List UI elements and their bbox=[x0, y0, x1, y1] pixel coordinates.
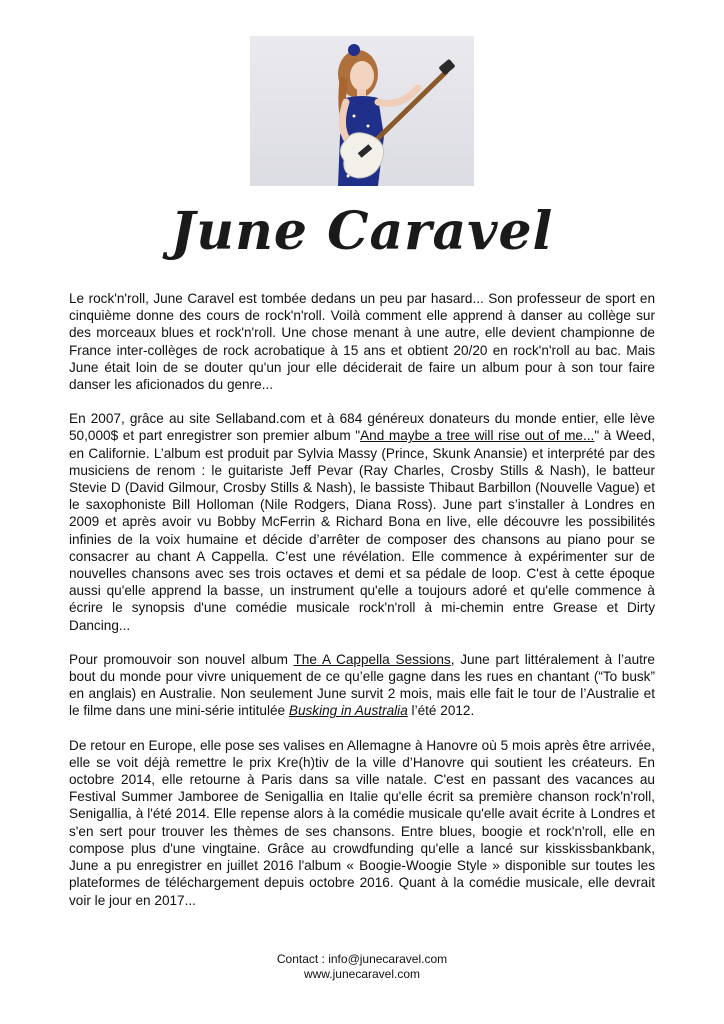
album-link[interactable]: The A Cappella Sessions bbox=[293, 651, 451, 667]
paragraph-text: Pour promouvoir son nouvel album bbox=[69, 651, 294, 667]
paragraph: Le rock'n'roll, June Caravel est tombée dedans un peu par hasard... Son professeur de sport en cinquième donne des cours de rock'n'roll. Voilà comment elle apprend à danser au collège sur des morceaux blues et rock'n'roll. Une chose menant à une autre, elle devient championne de France inter-collèges de rock acrobatique à 15 ans et obtient 20/20 en rock'n'roll au bac. Mais June était loin de se douter qu'un jour elle déciderait de faire un album pour à son tour faire danser les aficionados du genre... bbox=[69, 291, 655, 393]
artist-photo bbox=[250, 36, 474, 186]
series-link[interactable]: Busking in Australia bbox=[288, 703, 408, 719]
footer bbox=[0, 952, 724, 982]
paragraph-text: , June part littéralement à l’autre bout du monde pour vivre uniquement de ce qu’elle gagne dans les rues en chantant (“To busk” en anglais) en Australie. Non seulement June survit 2 mois, mais elle fait le tour de l’Australie et le filme dans une mini-série intitulée bbox=[69, 651, 655, 719]
contact-email[interactable]: Contact : info@junecaravel.com bbox=[276, 952, 448, 966]
biography bbox=[69, 290, 655, 926]
paragraph-text: l’été 2012. bbox=[407, 703, 475, 719]
brand-logo bbox=[170, 193, 554, 269]
paragraph: De retour en Europe, elle pose ses valises en Allemagne à Hanovre où 5 mois après être arrivée, elle se voit déjà remettre le prix Kre(h)tiv de la ville d’Hanovre qui soutient les créateurs. En octobre 2014, elle retourne à Paris dans sa ville natale. C'est en passant des vacances au Festival Summer Jamboree de Senigallia en Italie qu'elle écrit sa première chanson rock'n'roll, Senigallia, à l'été 2014. Elle repense alors à la comédie musicale qu'elle avait écrite à Londres et s'en sert pour trouver les thèmes de ses chansons. Entre blues, boogie et rock'n'roll, elle en compose plus d'une vingtaine. Grâce au crowdfunding qu'elle a lancé sur kisskissbankbank, June a pu enregistrer en juillet 2016 l'album « Boogie-Woogie Style » disponible sur toutes les plateformes de téléchargement depuis octobre 2016. Quant à la comédie musicale, elle devrait voir le jour en 2017... bbox=[69, 737, 655, 908]
paragraph-text: En 2007, grâce au site Sellaband.com et à 684 généreux donateurs du monde entier, elle lève 50,000$ et part enregistrer son premier album " bbox=[69, 411, 655, 444]
website-link[interactable]: www.junecaravel.com bbox=[303, 967, 421, 981]
artist-photo-illustration bbox=[250, 36, 474, 186]
logo-text: June Caravel bbox=[170, 200, 554, 262]
paragraph bbox=[69, 651, 655, 720]
paragraph-text: " à Weed, en Californie. L’album est produit par Sylvia Massy (Prince, Skunk Anansie) et interprété par des musiciens de renom : le guitariste Jeff Pevar (Ray Charles, Crosby Stills & Nash), le batteur Stevie D (David Gilmour, Crosby Stills & Nash), le bassiste Thibaut Barbillon (Nouvelle Vague) et le saxophoniste Bill Holloman (Nile Rodgers, Diana Ross). June part s’installer à Londres en 2009 et après avoir vu Bobby McFerrin & Richard Bona en live, elle découvre les possibilités infinies de la voix humaine et décide d’arrêter de composer des chansons au piano pour se consacrer au chant A Cappella. C’est une révélation. Elle commence à expérimenter sur de nouvelles chansons avec ses trois octaves et demi et sa pédale de loop. C'est à cette époque aussi qu'elle apprend la basse, un instrument qu'elle a toujours adoré et qu'elle commence à écrire le synopsis d'une comédie musicale rock'n'roll à mi-chemin entre Grease et Dirty Dancing... bbox=[69, 428, 656, 633]
album-link[interactable]: And maybe a tree will rise out of me... bbox=[360, 428, 595, 444]
paragraph bbox=[69, 410, 655, 634]
